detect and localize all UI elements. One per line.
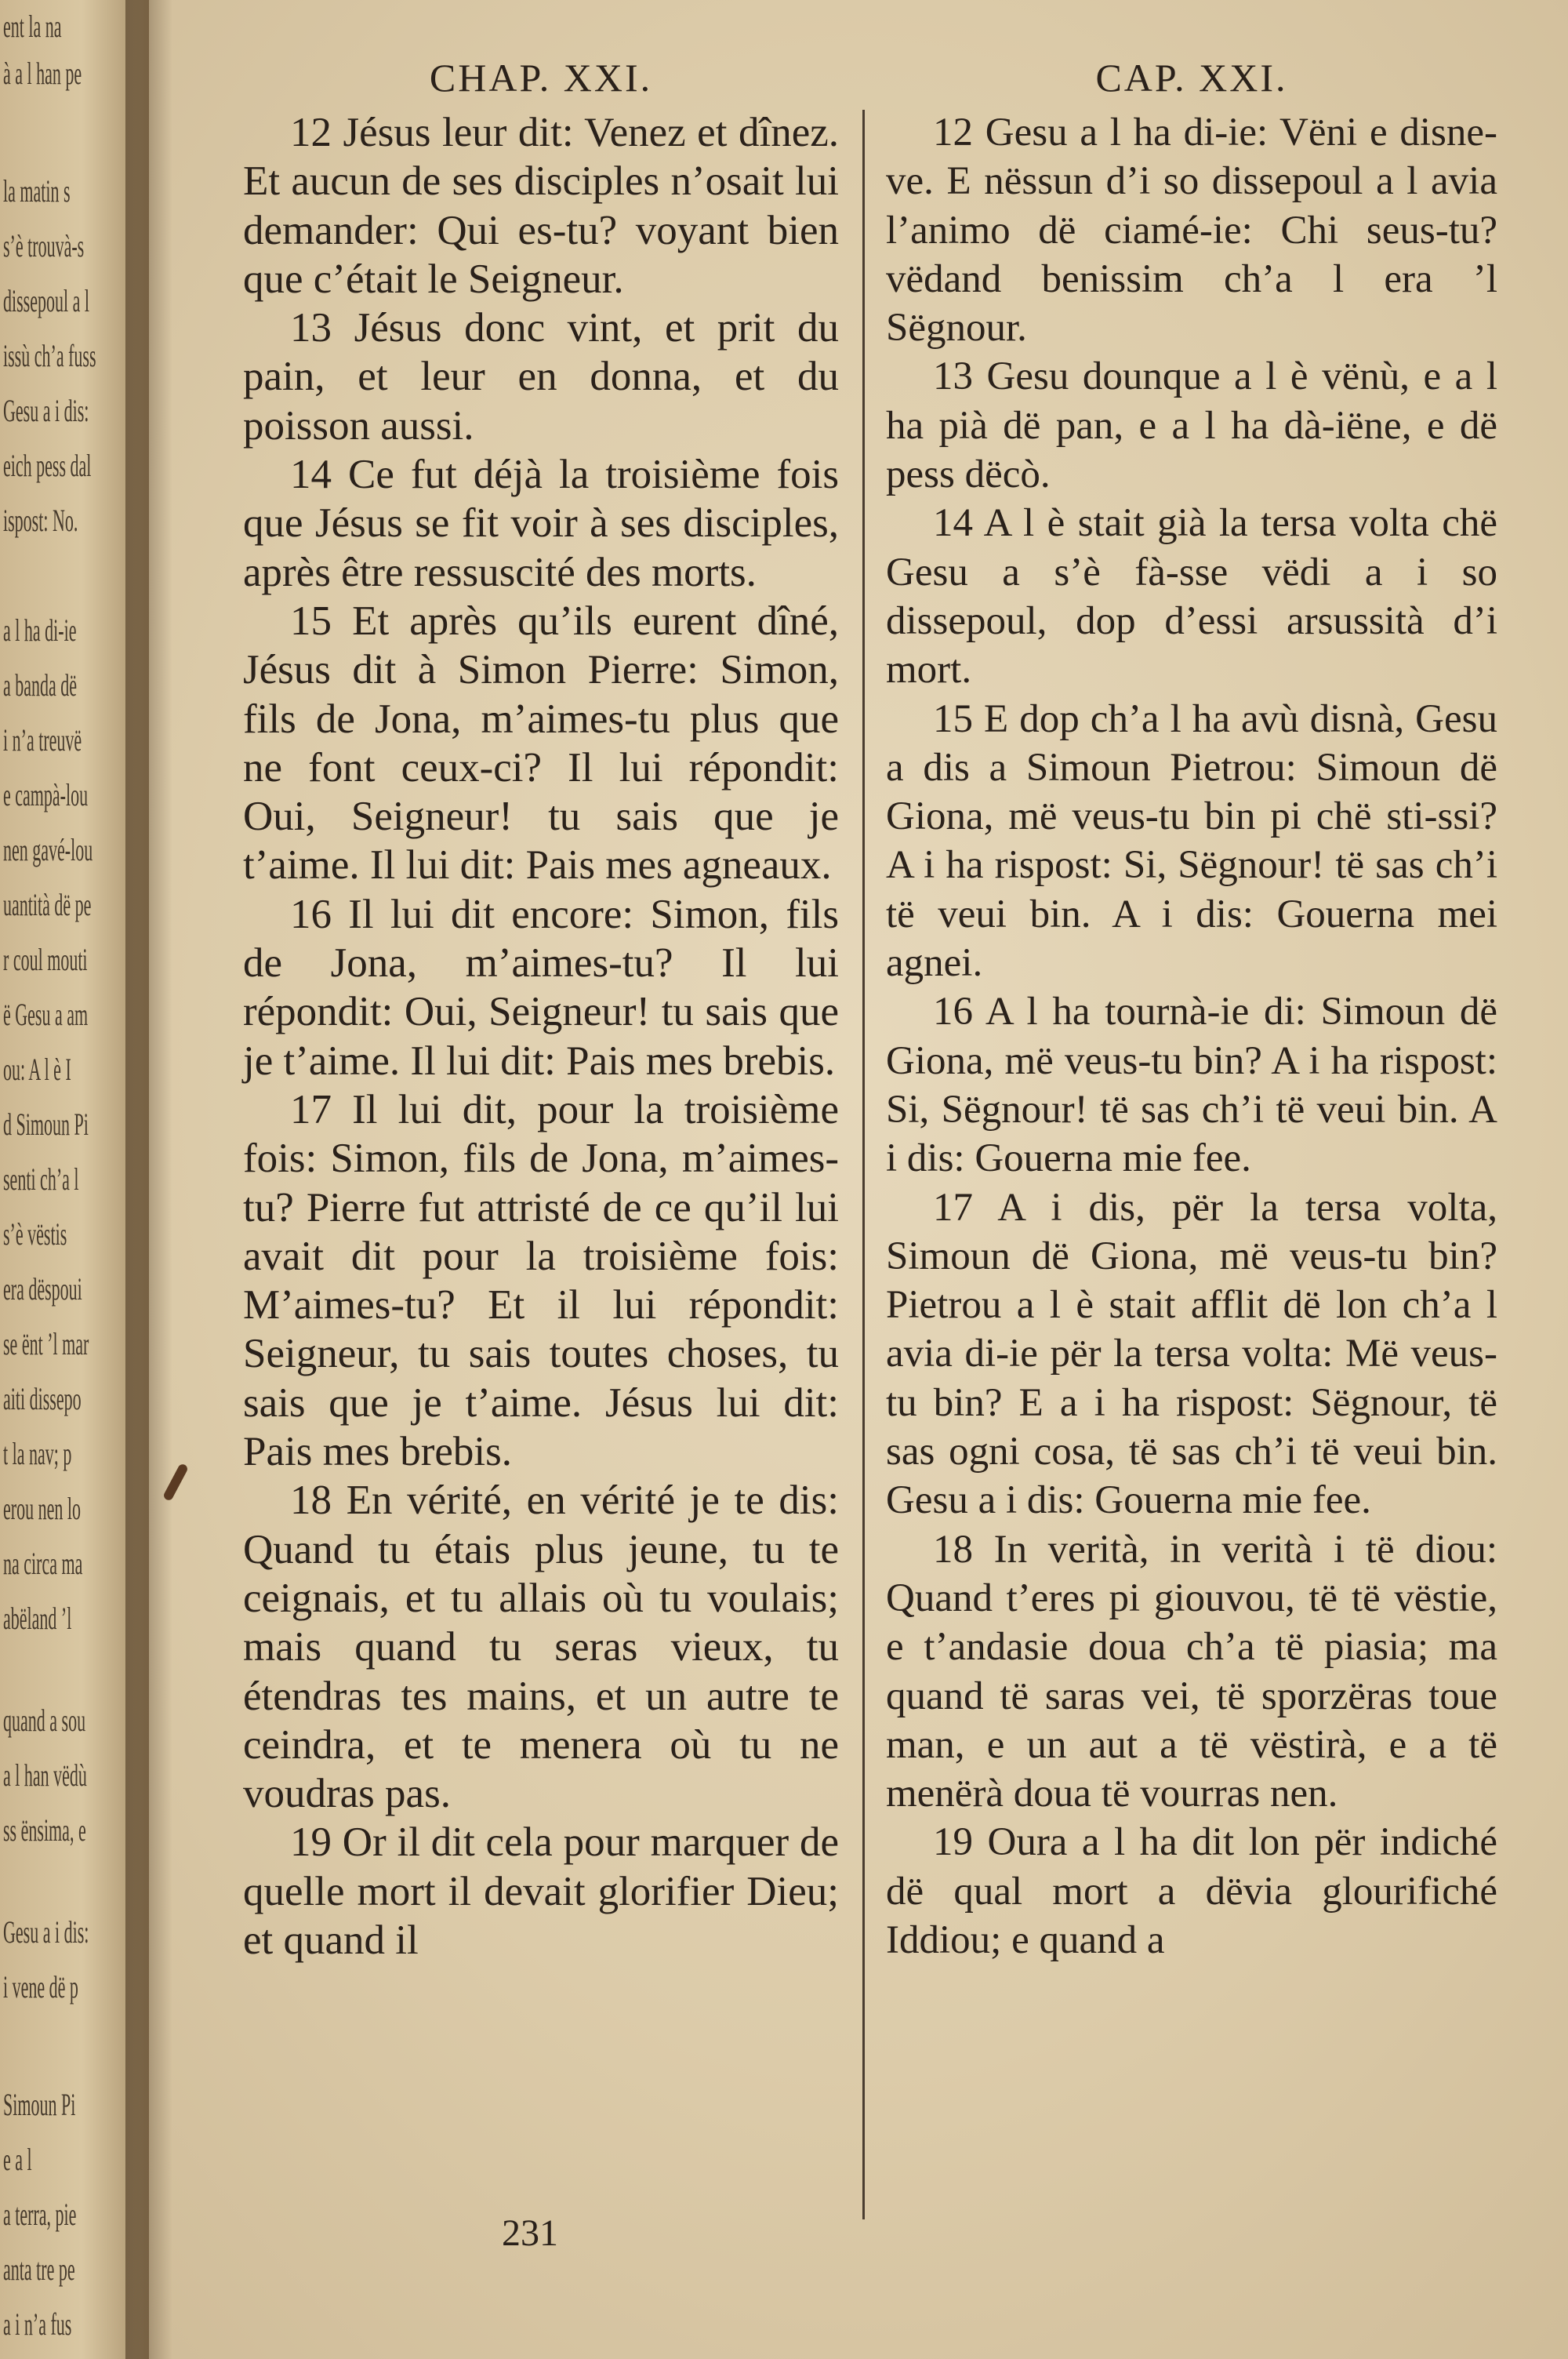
piedmontese-text bbox=[886, 108, 1497, 1965]
verse-paragraph: 16 A l ha tournà-ie di: Simoun dë Giona, më veus-tu bin? A i ha rispost: Si, Sëgnour! të sas ch’i të veui bin. A i dis: Gouerna mie fee. bbox=[886, 990, 1497, 1181]
facing-line: na circa ma bbox=[3, 1546, 83, 1581]
facing-line: d Simoun Pi bbox=[3, 1107, 89, 1142]
facing-line: a l ha di-ie bbox=[3, 612, 77, 648]
facing-line: eich pess dal bbox=[3, 448, 92, 483]
facing-line: Gesu a i dis: bbox=[3, 1914, 89, 1950]
facing-line: dissepoul a l bbox=[3, 283, 89, 318]
facing-line: aiti dissepo bbox=[3, 1381, 82, 1416]
verse-paragraph: 17 Il lui dit, pour la troisième fois: Simon, fils de Jona, m’aimes-tu? Pierre fut attristé de ce qu’il lui avait dit pour la troisième fois: M’aimes-tu? Et il lui répondit: Seigneur, tu sais toutes choses, tu sais que je t’aime. Jésus lui dit: Pais mes brebis. bbox=[243, 1086, 839, 1475]
verse-paragraph: 18 In verità, in verità i të diou: Quand t’eres pi giouvou, të të vëstie, e t’andasie doua ch’a të piasia; ma quand të saras vei, të sporzëras toue man, e un aut a të vëstirà, e a të menërà doua të vourras nen. bbox=[886, 1527, 1497, 1816]
facing-line: issù ch’a fuss bbox=[3, 338, 96, 373]
facing-line: erou nen lo bbox=[3, 1491, 81, 1526]
piedmontese-chapter-heading: CAP. XXI. bbox=[1095, 56, 1288, 100]
verse-paragraph: 17 A i dis, për la tersa volta, Simoun dë Giona, më veus-tu bin? Pietrou a l è stait afflit dë lon ch’a l avia di-ie për la tersa volta: Më veus-tu bin? E a i ha rispost: Sëgnour, të sas ogni cosa, të sas ch’i të veui bin. Gesu a i dis: Gouerna mie fee. bbox=[886, 1185, 1497, 1523]
facing-line: e campà-lou bbox=[3, 777, 89, 812]
facing-line: ss ënsima, e bbox=[3, 1812, 86, 1848]
facing-line: s’è vëstis bbox=[3, 1216, 67, 1252]
french-text bbox=[243, 108, 839, 1965]
french-column bbox=[243, 31, 839, 1965]
facing-line: t la nav; p bbox=[3, 1436, 72, 1471]
facing-line: a i n’a fus bbox=[3, 2306, 72, 2342]
facing-line: i vene dë p bbox=[3, 1969, 78, 2005]
facing-line: a banda dë bbox=[3, 667, 78, 703]
facing-line: ispost: No. bbox=[3, 503, 78, 538]
facing-line: anta tre pe bbox=[3, 2252, 75, 2287]
facing-line: uantità dë pe bbox=[3, 887, 92, 922]
verse-paragraph: 13 Gesu dounque a l è vënù, e a l ha pià dë pan, e a l ha dà-iëne, e dë pess dëcò. bbox=[886, 354, 1497, 497]
facing-line: ë Gesu a am bbox=[3, 997, 89, 1032]
verse-paragraph: 15 E dop ch’a l ha avù disnà, Gesu a dis a Simoun Pietrou: Simoun dë Giona, më veus-tu bin pi chë sti-ssi? A i ha rispost: Si, Sëgnour! të sas ch’i të veui bin. A i dis: Gouerna mei agnei. bbox=[886, 696, 1497, 986]
verse-paragraph: 19 Or il dit cela pour marquer de quelle mort il devait glorifier Dieu; et quand il bbox=[243, 1819, 839, 1963]
facing-line: ou: A l è I bbox=[3, 1052, 71, 1087]
verse-paragraph: 14 A l è stait già la tersa volta chë Gesu a s’è fà-sse vëdi a i so dissepoul, dop d’essi arsussità d’i mort. bbox=[886, 501, 1497, 692]
facing-line: era dëspoui bbox=[3, 1271, 82, 1307]
facing-line: Gesu a i dis: bbox=[3, 393, 89, 428]
french-chapter-heading: CHAP. XXI. bbox=[429, 56, 653, 100]
book-gutter-shadow bbox=[125, 0, 172, 2359]
facing-line: abëland ’l bbox=[3, 1601, 72, 1636]
facing-line: quand a sou bbox=[3, 1703, 86, 1738]
facing-line: Simoun Pi bbox=[3, 2087, 76, 2122]
verse-paragraph: 15 Et après qu’ils eurent dîné, Jésus dit à Simon Pierre: Simon, fils de Jona, m’aimes-tu plus que ne font ceux-ci? Il lui répondit: Oui, Seigneur! tu sais que je t’aime. Il lui dit: Pais mes agneaux. bbox=[243, 598, 839, 889]
facing-line: la matin s bbox=[3, 173, 71, 209]
verse-paragraph: 19 Oura a l ha dit lon për indiché dë qual mort a dëvia glourifiché Iddiou; e quand a bbox=[886, 1820, 1497, 1962]
facing-line: se ënt ’l mar bbox=[3, 1326, 89, 1361]
verse-paragraph: 13 Jésus donc vint, et prit du pain, et leur en donna, et du poisson aussi. bbox=[243, 305, 839, 449]
verse-paragraph: 18 En vérité, en vérité je te dis: Quand tu étais plus jeune, tu te ceignais, et tu allais où tu voulais; mais quand tu seras vieux, tu étendras tes mains, et un autre te ceindra, et te menera où tu ne voudras pas. bbox=[243, 1478, 839, 1817]
column-divider bbox=[862, 110, 865, 2219]
facing-line: senti ch’a l bbox=[3, 1161, 79, 1197]
facing-line: a terra, pie bbox=[3, 2197, 77, 2232]
verse-paragraph: 12 Gesu a l ha di-ie: Vëni e disne-ve. E nëssun d’i so dissepoul a l avia l’animo dë ciamé-ie: Chi seus-tu? vëdand benissim ch’a l era ’l Sëgnour. bbox=[886, 111, 1497, 351]
page-number: 231 bbox=[502, 2212, 558, 2254]
verse-paragraph: 12 Jésus leur dit: Venez et dînez. Et aucun de ses disciples n’osait lui demander: Qui es-tu? voyant bien que c’était le Seigneur. bbox=[243, 110, 839, 302]
verse-paragraph: 14 Ce fut déjà la troisième fois que Jésus se fit voir à ses disciples, après être ressuscité des morts. bbox=[243, 452, 839, 595]
facing-line: r coul mouti bbox=[3, 942, 88, 977]
facing-line: s’è trouvà-s bbox=[3, 228, 85, 264]
verse-paragraph: 16 Il lui dit encore: Simon, fils de Jona, m’aimes-tu? Il lui répondit: Oui, Seigneur! tu sais que je t’aime. Il lui dit: Pais mes brebis. bbox=[243, 891, 839, 1084]
facing-line: à a l han pe bbox=[3, 56, 82, 91]
facing-line: nen gavé-lou bbox=[3, 832, 93, 867]
piedmontese-column bbox=[886, 31, 1497, 1965]
facing-line: ent la na bbox=[3, 9, 62, 44]
facing-line: a l han vëdù bbox=[3, 1757, 87, 1793]
facing-line: e a l bbox=[3, 2142, 32, 2177]
facing-line: i n’a treuvë bbox=[3, 722, 82, 758]
